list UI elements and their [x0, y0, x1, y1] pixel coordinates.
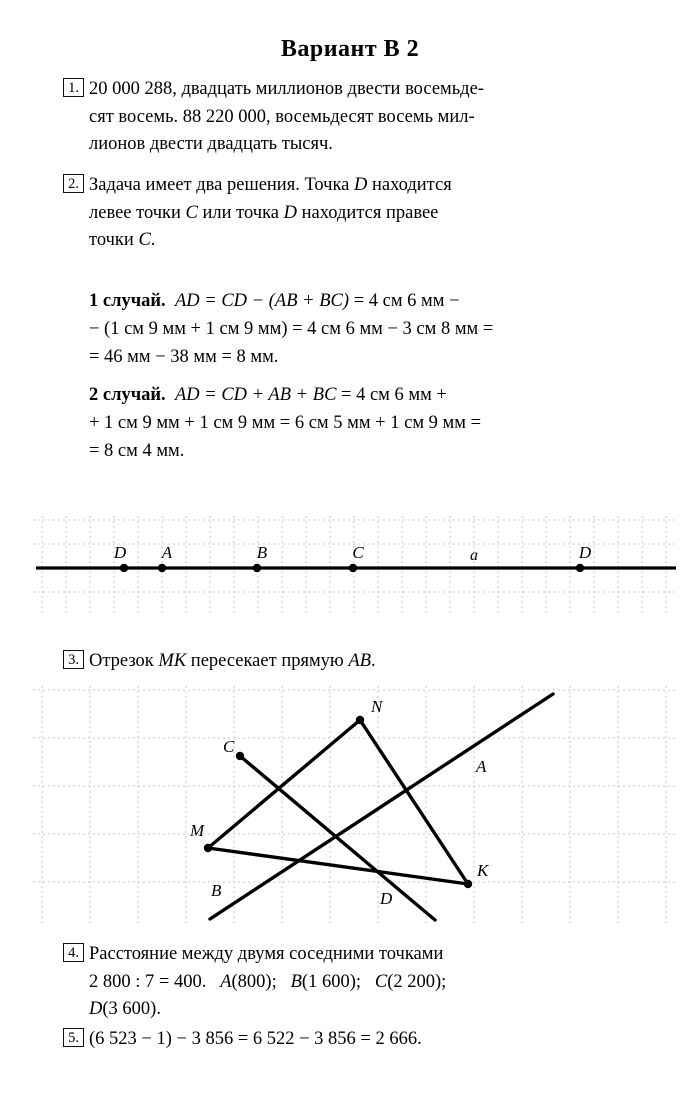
point-b-name: B [290, 971, 302, 992]
case-1-line-2: − (1 см 9 мм + 1 см 9 мм) = 4 см 6 мм − 3 см 8 мм = [89, 319, 494, 339]
item-4-line-2 [89, 969, 675, 997]
item-1-body [89, 76, 675, 159]
case-2-label: 2 случай. [89, 385, 166, 405]
line-name-label-a: a [470, 547, 478, 564]
case-1-line-1 [89, 287, 679, 315]
point-label-k: K [477, 861, 489, 880]
answer-item-2 [63, 172, 675, 255]
point-c-value: (2 200); [387, 971, 447, 992]
item-4-point-b [291, 972, 361, 992]
item-2-text-e: находится правее [297, 202, 439, 223]
case-2-equation-head: AD = CD + AB + BC [174, 385, 337, 405]
item-3-text-b: пересекает прямую [186, 651, 349, 671]
case-2-block [89, 381, 679, 465]
item-number-2: 2. [63, 174, 84, 193]
line-ab-ref: AB [348, 651, 371, 671]
item-2-text-b: находится [367, 175, 452, 195]
case-2-line-1 [89, 381, 679, 409]
point-label-b: B [211, 881, 222, 900]
point-marker-b [253, 564, 261, 572]
item-number-5: 5. [63, 1028, 84, 1047]
segment-NK [360, 720, 468, 884]
point-label-a: A [161, 543, 173, 562]
item-2-text-c: левее точки [89, 202, 186, 223]
point-label-a: A [476, 757, 487, 776]
lines-figure-svg [33, 686, 678, 926]
point-a-value: (800); [231, 971, 277, 992]
case-1-equation-head: AD = CD − (AB + BC) [174, 291, 350, 311]
item-3-line-1 [89, 648, 675, 676]
item-5-line-1: (6 523 − 1) − 3 856 = 6 522 − 3 856 = 2 666. [89, 1029, 422, 1049]
item-number-3: 3. [63, 650, 84, 669]
point-d-value: (3 600). [102, 999, 161, 1019]
item-2-body [89, 172, 675, 255]
answer-item-4 [63, 941, 675, 1024]
point-a-name: A [220, 971, 232, 992]
item-1-line-2: сят восемь. 88 220 000, восемьдесят восемь мил- [89, 106, 475, 127]
point-marker-k [464, 880, 472, 888]
item-4-line-1: Расстояние между двумя соседними точками [89, 944, 444, 964]
item-4-point-a [220, 972, 277, 992]
case-1-block [89, 287, 679, 371]
point-c-name: C [374, 971, 388, 992]
point-marker-a [158, 564, 166, 572]
answer-item-1 [63, 76, 675, 159]
answer-item-3 [63, 648, 675, 676]
item-2-text-a: Задача имеет два решения. Точка [89, 175, 354, 195]
point-label-m: M [190, 821, 205, 840]
point-marker-n [356, 716, 364, 724]
item-2-text-d: или точка [197, 202, 284, 223]
item-2-line-2 [89, 200, 675, 228]
item-1-line-1: 20 000 288, двадцать миллионов двести восемьде- [89, 79, 484, 99]
item-number-1: 1. [63, 78, 84, 97]
item-3-text-a: Отрезок [89, 651, 159, 671]
point-marker-m [204, 844, 212, 852]
lines-intersection-figure [33, 686, 678, 926]
item-2-text-g: . [150, 230, 156, 250]
item-5-body [89, 1026, 675, 1054]
number-line-figure [33, 516, 678, 613]
point-c-ref: C [185, 202, 198, 223]
point-marker-c [349, 564, 357, 572]
point-marker-d [120, 564, 128, 572]
point-d-ref: D [354, 175, 368, 195]
item-1-line-3: лионов двести двадцать тысяч. [89, 134, 333, 154]
point-b-value: (1 600); [301, 971, 362, 992]
line-BA [210, 694, 553, 919]
point-label-d: D [113, 543, 127, 562]
point-label-c: C [223, 737, 235, 756]
case-1-line-3: = 46 мм − 38 мм = 8 мм. [89, 347, 279, 367]
item-3-body [89, 648, 675, 676]
point-c-ref-2: C [138, 230, 151, 250]
case-2-line-3: = 8 см 4 мм. [89, 441, 185, 461]
point-marker-c [236, 752, 244, 760]
point-marker-d [576, 564, 584, 572]
item-4-point-c [375, 972, 446, 992]
point-d-ref-2: D [283, 202, 298, 223]
case-2-line-1-rest: = 4 см 6 мм + [336, 385, 447, 405]
item-2-line-1 [89, 172, 675, 200]
item-4-line-3 [89, 996, 675, 1024]
answer-item-5 [63, 1026, 675, 1054]
page-title: Вариант В 2 [280, 36, 420, 62]
line-CD [240, 756, 435, 920]
item-number-4: 4. [63, 943, 84, 962]
item-3-text-c: . [371, 651, 376, 671]
point-d-name: D [89, 999, 103, 1019]
point-label-d: D [380, 889, 393, 908]
point-label-b: B [256, 543, 268, 562]
point-label-n: N [371, 697, 383, 716]
case-2-line-2: + 1 см 9 мм + 1 см 9 мм = 6 см 5 мм + 1 см 9 мм = [89, 413, 481, 433]
segment-MK [208, 848, 468, 884]
item-2-text-f: точки [89, 230, 139, 250]
item-4-body [89, 941, 675, 1024]
number-line-svg [33, 516, 678, 613]
case-1-label: 1 случай. [89, 291, 166, 311]
case-1-line-1-rest: = 4 см 6 мм − [349, 291, 460, 311]
segment-mk-ref: MK [158, 651, 187, 671]
item-4-division: 2 800 : 7 = 400. [89, 971, 207, 992]
point-label-c: C [352, 543, 364, 562]
item-2-line-3 [89, 227, 675, 255]
point-label-d: D [578, 543, 592, 562]
